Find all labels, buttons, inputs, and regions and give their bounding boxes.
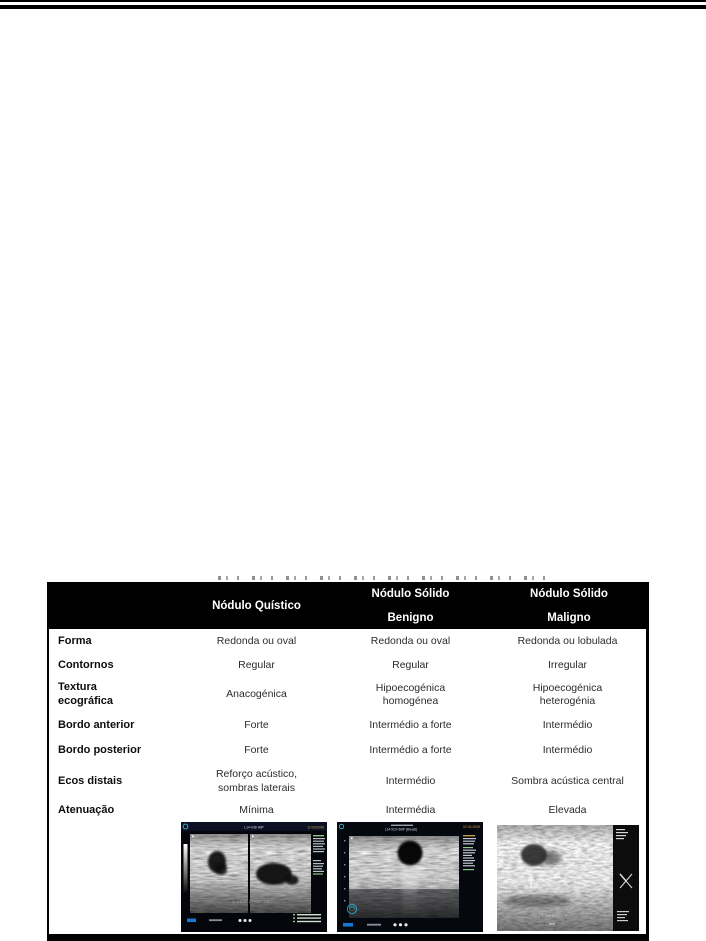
header-label: Nódulo Quístico	[212, 600, 301, 613]
table-cell: Elevada	[548, 803, 587, 816]
table-cell: Intermédia	[385, 803, 436, 816]
table-cell: Anacogénica	[226, 688, 287, 701]
top-rule-thick	[0, 5, 706, 9]
table-cell: Forte	[244, 719, 269, 732]
row-label-bordo-posterior: Bordo posterior	[58, 744, 142, 757]
table-body	[47, 629, 649, 941]
ultrasound-cystic-nodule	[181, 822, 327, 932]
row-label-forma: Forma	[58, 634, 92, 647]
us-machine-label: L14-038-IMP	[244, 825, 264, 830]
table-cell: Redonda ou oval	[370, 634, 451, 647]
header-label-line2: Benigno	[387, 612, 434, 625]
ultrasound-solid-benign-nodule	[337, 822, 483, 932]
us-annotation: LT BREAST	[539, 914, 564, 918]
panel-marker-dot	[351, 838, 353, 840]
nodule-comparison-table	[47, 582, 649, 941]
table-cell: Regular	[392, 658, 429, 671]
row-label-contornos: Contornos	[58, 658, 114, 671]
table-cell: Hipoecogénica homogénea	[375, 681, 446, 707]
table-cell: Intermédio a forte	[369, 744, 452, 757]
table-cell: Irregular	[547, 658, 588, 671]
table-cell: Redonda ou oval	[216, 634, 297, 647]
us-machine-label: L14-5CS-5MP (Breast)	[384, 827, 418, 832]
top-rule-thin	[0, 0, 706, 2]
header-label-line1: Nódulo Sólido	[530, 588, 608, 600]
us-tissue-field	[349, 836, 459, 918]
panel-marker-dot	[192, 836, 194, 838]
table-cell: Sombra acústica central	[511, 774, 624, 787]
row-label-ecos-distais: Ecos distais	[58, 774, 123, 787]
header-label-line1: Nódulo Sólido	[371, 588, 450, 600]
us-annotation: MAMA DIREITA	[232, 900, 270, 904]
row-label-atenuacao: Atenuação	[58, 803, 115, 816]
table-cell: Intermédio	[542, 719, 593, 732]
us-measurement-readouts	[293, 914, 321, 922]
table-cell: Intermédio a forte	[369, 719, 452, 732]
table-cell: Intermédio	[542, 744, 593, 757]
table-cell: Forte	[244, 744, 269, 757]
table-cell: Reforço acústico, sombras laterais	[215, 768, 298, 794]
panel-marker-dot	[252, 836, 254, 838]
grayscale-bar	[184, 844, 188, 892]
clipped-caption-remnant	[213, 576, 549, 580]
row-label-bordo-anterior: Bordo anterior	[58, 719, 135, 732]
header-solid-benign	[332, 582, 489, 630]
us-date: 11/03/2008	[307, 825, 324, 830]
table-cell: Regular	[238, 658, 275, 671]
row-label-textura: Textura ecográfica	[58, 681, 114, 707]
ultrasound-image-row	[49, 821, 646, 934]
ultrasound-solid-malignant-nodule	[497, 825, 639, 931]
us-date: 02.04.2008	[463, 825, 480, 830]
header-solid-malignant	[489, 582, 649, 630]
header-label-line2: Maligno	[547, 612, 591, 625]
table-header-row	[47, 582, 649, 629]
us-annotation-line2	[549, 923, 555, 925]
table-cell: Mínima	[239, 803, 274, 816]
table-cell: Hipoecogénica heterogénia	[532, 681, 603, 707]
table-cell: Redonda ou lobulada	[517, 634, 618, 647]
header-empty-cell	[47, 582, 181, 630]
us-header-line1	[391, 825, 413, 826]
us-right-panel	[613, 825, 639, 931]
table-cell: Intermédio	[385, 774, 436, 787]
header-cystic-nodule	[181, 582, 332, 630]
